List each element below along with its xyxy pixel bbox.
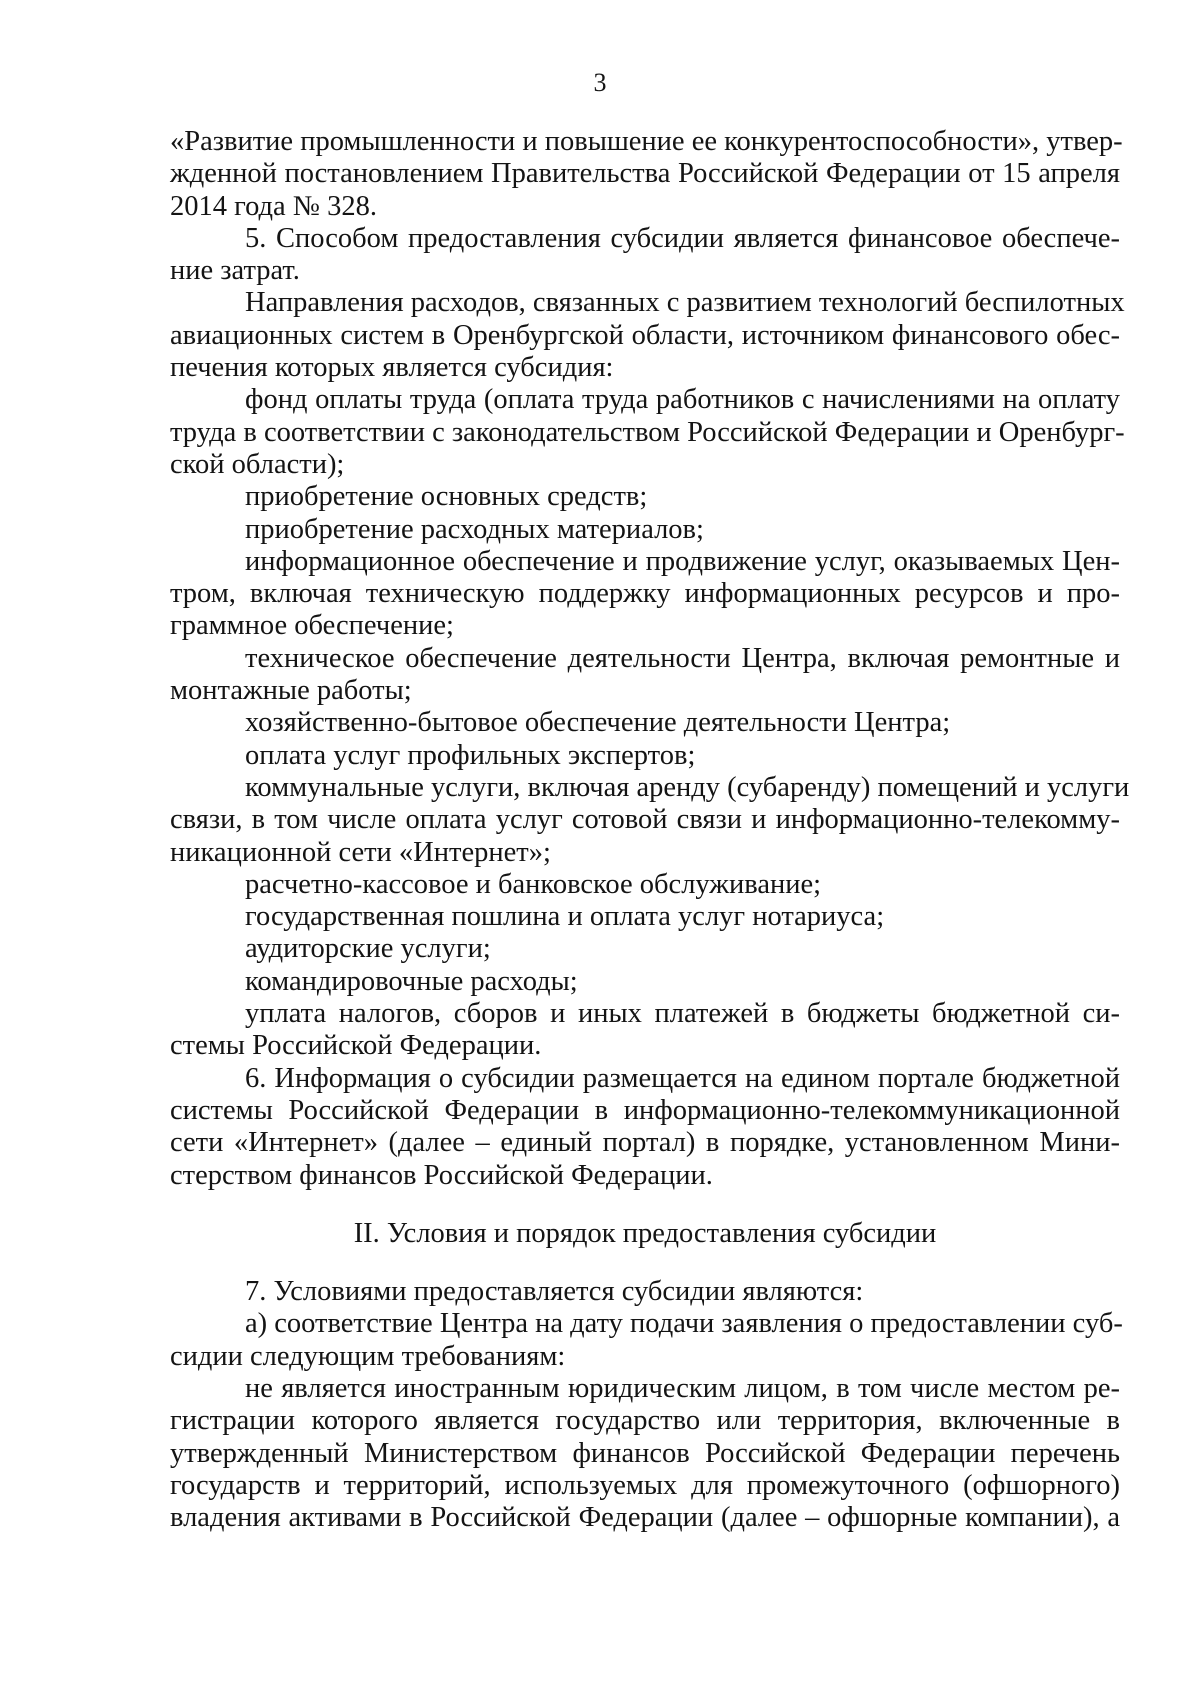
text-line: стерством финансов Российской Федерации. (170, 1159, 713, 1191)
text-line: аудиторские услуги; (245, 933, 491, 965)
text-line: 6. Информация о субсидии размещается на едином портале бюджетной (245, 1062, 1120, 1094)
text-line: владения активами в Российской Федерации (далее – офшорные компании), а (170, 1502, 1120, 1534)
text-line: не является иностранным юридическим лицом, в том числе местом ре- (245, 1372, 1120, 1404)
text-line: 5. Способом предоставления субсидии является финансовое обеспече- (245, 222, 1120, 254)
text-line: приобретение основных средств; (245, 481, 648, 513)
text-line: информационное обеспечение и продвижение услуг, оказываемых Цен- (245, 545, 1120, 577)
text-line: фонд оплаты труда (оплата труда работников с начислениями на оплату (245, 384, 1120, 416)
text-line: сидии следующим требованиям: (170, 1340, 566, 1372)
text-line: монтажные работы; (170, 675, 412, 707)
text-line: ние затрат. (170, 255, 300, 287)
text-block-section-2 (170, 1276, 1123, 1534)
text-line: хозяйственно-бытовое обеспечение деятельности Центра; (245, 707, 951, 739)
text-line: сети «Интернет» (далее – единый портал) в порядке, установленном Мини- (170, 1127, 1120, 1159)
text-line: ской области); (170, 448, 345, 480)
text-line: никационной сети «Интернет»; (170, 836, 551, 868)
text-line: утвержденный Министерством финансов Российской Федерации перечень (170, 1437, 1120, 1469)
text-line: авиационных систем в Оренбургской области, источником финансового обес- (170, 319, 1120, 351)
text-line: связи, в том числе оплата услуг сотовой связи и информационно-телекомму- (170, 804, 1120, 836)
text-line: Направления расходов, связанных с развитием технологий беспилотных (245, 287, 1125, 319)
text-line: уплата налогов, сборов и иных платежей в бюджеты бюджетной си- (245, 998, 1120, 1030)
text-line: печения которых является субсидия: (170, 352, 614, 384)
section-heading: II. Условия и порядок предоставления субсидии (353, 1217, 937, 1249)
body-text (170, 126, 1130, 1534)
text-line: государственная пошлина и оплата услуг нотариуса; (245, 901, 885, 933)
text-line: государств и территорий, используемых для промежуточного (офшорного) (170, 1469, 1120, 1501)
text-line: а) соответствие Центра на дату подачи заявления о предоставлении суб- (245, 1308, 1123, 1340)
text-line: тром, включая техническую поддержку информационных ресурсов и про- (170, 578, 1120, 610)
text-line: командировочные расходы; (245, 965, 578, 997)
text-line: стемы Российской Федерации. (170, 1030, 542, 1062)
text-line: оплата услуг профильных экспертов; (245, 739, 696, 771)
text-line: техническое обеспечение деятельности Центра, включая ремонтные и (245, 642, 1120, 674)
text-line: 2014 года № 328. (170, 190, 378, 222)
text-line: жденной постановлением Правительства Российской Федерации от 15 апреля (170, 158, 1120, 190)
text-line: граммное обеспечение; (170, 610, 454, 642)
text-line: расчетно-кассовое и банковское обслуживание; (245, 868, 822, 900)
text-line: приобретение расходных материалов; (245, 513, 704, 545)
text-line: «Развитие промышленности и повышение ее конкурентоспособности», утвер- (170, 126, 1123, 157)
text-block-section-1 (170, 126, 1130, 1192)
text-line: коммунальные услуги, включая аренду (субаренду) помещений и услуги (245, 771, 1130, 803)
page-number: 3 (593, 68, 607, 97)
text-line: труда в соответствии с законодательством Российской Федерации и Оренбург- (170, 416, 1125, 448)
text-line: 7. Условиями предоставляется субсидии являются: (245, 1276, 864, 1308)
text-line: системы Российской Федерации в информационно-телекоммуникационной (170, 1094, 1120, 1126)
text-line: гистрации которого является государство или территория, включенные в (170, 1405, 1120, 1437)
